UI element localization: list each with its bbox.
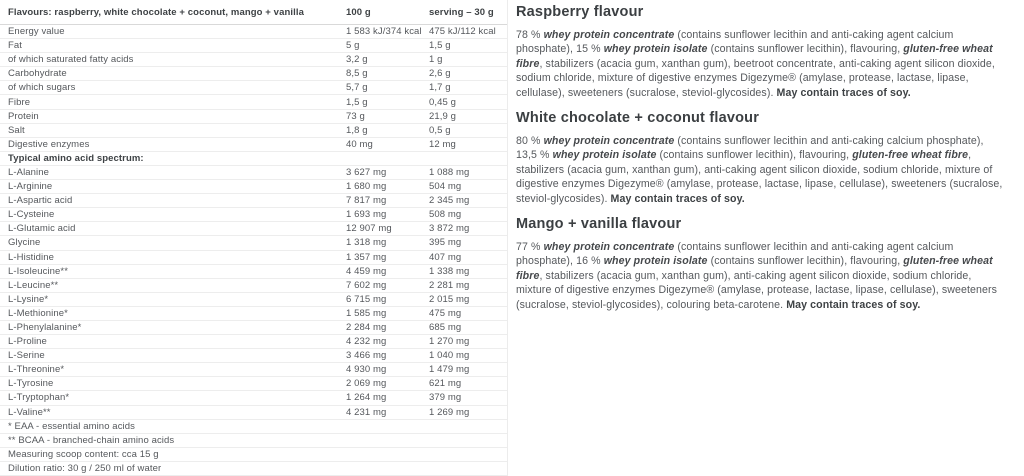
row-label: L-Tyrosine	[8, 378, 54, 390]
row-value-100g: 3 466 mg	[346, 350, 387, 362]
row-label: Glycine	[8, 237, 41, 249]
row-value-100g: 8,5 g	[346, 68, 368, 80]
nutrition-table	[0, 0, 508, 476]
table-row	[0, 307, 507, 321]
row-value-serving: 407 mg	[429, 251, 462, 263]
table-row	[0, 166, 507, 180]
table-row	[0, 363, 507, 377]
row-label: Measuring scoop content: cca 15 g	[8, 448, 159, 460]
emphasis-text: whey protein concentrate	[543, 135, 675, 148]
row-value-100g: 1,8 g	[346, 124, 368, 136]
row-value-serving: 1 479 mg	[429, 364, 470, 376]
emphasis-text: gluten-free wheat fibre	[516, 43, 993, 70]
ingredient-text: (contains sunflower lecithin and anti-caking agent calcium phosphate), 15 %	[516, 29, 954, 56]
row-label: L-Aspartic acid	[8, 195, 73, 207]
row-label: L-Leucine**	[8, 279, 59, 291]
ingredient-text: (contains sunflower lecithin), flavouring,	[707, 255, 904, 268]
ingredient-text: (contains sunflower lecithin and anti-caking calcium phosphate), 13,5 %	[516, 135, 984, 162]
table-row	[0, 391, 507, 405]
table-row	[0, 67, 507, 81]
ingredient-text: 80 %	[516, 135, 544, 148]
row-value-serving: 379 mg	[429, 392, 462, 404]
ingredient-text: (contains sunflower lecithin), flavouring,	[656, 149, 853, 162]
flavour-sections-host	[516, 4, 1006, 312]
row-value-100g: 2 069 mg	[346, 378, 387, 390]
row-value-100g: 12 907 mg	[346, 223, 392, 235]
row-label: Carbohydrate	[8, 68, 67, 80]
table-row	[0, 138, 507, 152]
row-value-serving: 621 mg	[429, 378, 462, 390]
row-label: L-Methionine*	[8, 307, 68, 319]
row-label: Typical amino acid spectrum:	[8, 152, 144, 164]
flavour-descriptions	[508, 0, 1024, 476]
row-label: of which saturated fatty acids	[8, 54, 134, 66]
section-title: Raspberry flavour	[516, 4, 644, 20]
row-value-serving: 1 040 mg	[429, 350, 470, 362]
row-value-100g: 2 284 mg	[346, 322, 387, 334]
table-row	[0, 420, 507, 434]
ingredient-text: 77 %	[516, 241, 544, 254]
emphasis-text: gluten-free wheat fibre	[516, 255, 993, 282]
row-label: * EAA - essential amino acids	[8, 420, 135, 432]
ingredient-text: , stabilizers (acacia gum, xanthan gum), anti-caking agent silicon dioxide, sodium chloride, mixture of digestive enzymes Digezyme® (amylase, protease, lactase, lipase, cellulase), sweeteners (sucralose, steviol-glycosides), colouring beta-carotene.	[516, 269, 997, 311]
column-header-serving: serving – 30 g	[429, 6, 494, 18]
row-value-100g: 73 g	[346, 110, 365, 122]
row-value-100g: 1 318 mg	[346, 237, 387, 249]
row-label: Digestive enzymes	[8, 138, 90, 150]
table-row	[0, 110, 507, 124]
row-value-serving: 1 g	[429, 54, 443, 66]
row-value-100g: 1 585 mg	[346, 307, 387, 319]
row-value-serving: 475 mg	[429, 307, 462, 319]
ingredient-text: , stabilizers (acacia gum, xanthan gum), anti-caking agent silicon dioxide, sodium chloride, mixture of digestive enzymes Digezyme® (amylase, protease, lactase, lipase, cellulase), sweeteners (sucralose, steviol-glycosides).	[516, 149, 1003, 205]
row-value-100g: 6 715 mg	[346, 293, 387, 305]
row-value-serving: 3 872 mg	[429, 223, 470, 235]
row-value-100g: 5 g	[346, 40, 360, 52]
row-value-100g: 4 459 mg	[346, 265, 387, 277]
table-header-row	[0, 0, 507, 25]
row-label: L-Phenylalanine*	[8, 322, 82, 334]
flavour-section	[516, 216, 1006, 312]
emphasis-text: whey protein concentrate	[543, 241, 675, 254]
emphasis-text: whey protein isolate	[552, 149, 657, 162]
row-label: L-Histidine	[8, 251, 54, 263]
table-row	[0, 434, 507, 448]
row-label: Fibre	[8, 96, 31, 108]
emphasis-text: gluten-free wheat fibre	[852, 149, 969, 162]
row-value-100g: 4 231 mg	[346, 406, 387, 418]
flavour-section	[516, 4, 1006, 100]
row-label: Dilution ratio: 30 g / 250 ml of water	[8, 462, 162, 474]
table-row	[0, 53, 507, 67]
table-row	[0, 81, 507, 95]
table-row	[0, 124, 507, 138]
row-label: L-Cysteine	[8, 209, 55, 221]
ingredients-paragraph	[516, 28, 1006, 100]
table-row	[0, 293, 507, 307]
row-value-100g: 1,5 g	[346, 96, 368, 108]
table-row	[0, 406, 507, 420]
flavour-section	[516, 110, 1006, 206]
row-value-serving: 685 mg	[429, 322, 462, 334]
row-value-serving: 475 kJ/112 kcal	[429, 26, 496, 38]
table-row	[0, 194, 507, 208]
row-label: L-Arginine	[8, 181, 53, 193]
emphasis-text: May contain traces of soy.	[610, 192, 745, 205]
table-row	[0, 462, 507, 476]
row-label: L-Glutamic acid	[8, 223, 76, 235]
ingredients-paragraph	[516, 240, 1006, 312]
row-label: L-Proline	[8, 336, 47, 348]
row-label: Fat	[8, 40, 23, 52]
table-row	[0, 265, 507, 279]
table-row	[0, 152, 507, 166]
row-value-100g: 7 817 mg	[346, 195, 387, 207]
row-label: L-Lysine*	[8, 293, 49, 305]
table-row	[0, 279, 507, 293]
row-value-100g: 1 693 mg	[346, 209, 387, 221]
row-value-100g: 1 357 mg	[346, 251, 387, 263]
row-value-serving: 21,9 g	[429, 110, 457, 122]
ingredients-paragraph	[516, 134, 1006, 206]
row-value-100g: 4 930 mg	[346, 364, 387, 376]
row-value-100g: 5,7 g	[346, 82, 368, 94]
section-title: Mango + vanilla flavour	[516, 216, 682, 233]
row-label: of which sugars	[8, 82, 76, 94]
emphasis-text: whey protein isolate	[603, 43, 708, 56]
row-value-serving: 2 015 mg	[429, 293, 470, 305]
row-label: Energy value	[8, 26, 65, 38]
table-row	[0, 180, 507, 194]
table-row	[0, 377, 507, 391]
row-value-serving: 395 mg	[429, 237, 462, 249]
row-label: L-Valine**	[8, 406, 51, 418]
row-label: Protein	[8, 110, 39, 122]
row-value-100g: 3 627 mg	[346, 166, 387, 178]
table-row	[0, 95, 507, 109]
column-header-100g: 100 g	[346, 6, 371, 18]
table-row	[0, 222, 507, 236]
row-label: L-Threonine*	[8, 364, 65, 376]
row-value-serving: 12 mg	[429, 138, 456, 150]
table-row	[0, 208, 507, 222]
table-row	[0, 321, 507, 335]
column-header-flavours: Flavours: raspberry, white chocolate + coconut, mango + vanilla	[8, 6, 304, 18]
emphasis-text: whey protein isolate	[603, 255, 708, 268]
row-value-100g: 1 264 mg	[346, 392, 387, 404]
row-value-serving: 2,6 g	[429, 68, 451, 80]
row-value-100g: 40 mg	[346, 138, 373, 150]
row-label: ** BCAA - branched-chain amino acids	[8, 434, 175, 446]
row-label: Salt	[8, 124, 25, 136]
nutrition-table-body	[0, 25, 507, 476]
row-value-serving: 2 281 mg	[429, 279, 470, 291]
row-value-serving: 1 270 mg	[429, 336, 470, 348]
row-value-serving: 0,5 g	[429, 124, 451, 136]
ingredient-text: , stabilizers (acacia gum, xanthan gum), beetroot concentrate, anti-caking agent silicon dioxide, sodium chloride, mixture of digestive enzymes Digezyme® (amylase, protease, lactase, lipase, cellulase), sweeteners (sucralose, steviol-glycosides).	[516, 57, 995, 99]
ingredient-text: (contains sunflower lecithin), flavouring,	[707, 43, 904, 56]
emphasis-text: May contain traces of soy.	[776, 86, 911, 99]
table-row	[0, 25, 507, 39]
row-label: L-Alanine	[8, 166, 50, 178]
emphasis-text: May contain traces of soy.	[786, 298, 921, 311]
table-row	[0, 349, 507, 363]
row-value-serving: 1,7 g	[429, 82, 451, 94]
emphasis-text: whey protein concentrate	[543, 29, 675, 41]
row-label: L-Serine	[8, 350, 45, 362]
table-row	[0, 335, 507, 349]
row-value-serving: 1 088 mg	[429, 166, 470, 178]
ingredient-text: (contains sunflower lecithin and anti-caking agent calcium phosphate), 16 %	[516, 241, 954, 268]
row-value-100g: 3,2 g	[346, 54, 368, 66]
row-value-100g: 1 583 kJ/374 kcal	[346, 26, 422, 38]
section-title: White chocolate + coconut flavour	[516, 110, 760, 127]
table-row	[0, 251, 507, 265]
row-label: L-Tryptophan*	[8, 392, 70, 404]
row-value-serving: 508 mg	[429, 209, 462, 221]
row-value-serving: 1 269 mg	[429, 406, 470, 418]
row-value-100g: 7 602 mg	[346, 279, 387, 291]
ingredient-text: 78 %	[516, 29, 544, 41]
row-label: L-Isoleucine**	[8, 265, 69, 277]
row-value-serving: 0,45 g	[429, 96, 457, 108]
table-row	[0, 236, 507, 250]
row-value-serving: 504 mg	[429, 181, 462, 193]
table-row	[0, 39, 507, 53]
row-value-100g: 1 680 mg	[346, 181, 387, 193]
table-row	[0, 448, 507, 462]
row-value-serving: 2 345 mg	[429, 195, 470, 207]
row-value-serving: 1,5 g	[429, 40, 451, 52]
row-value-serving: 1 338 mg	[429, 265, 470, 277]
row-value-100g: 4 232 mg	[346, 336, 387, 348]
